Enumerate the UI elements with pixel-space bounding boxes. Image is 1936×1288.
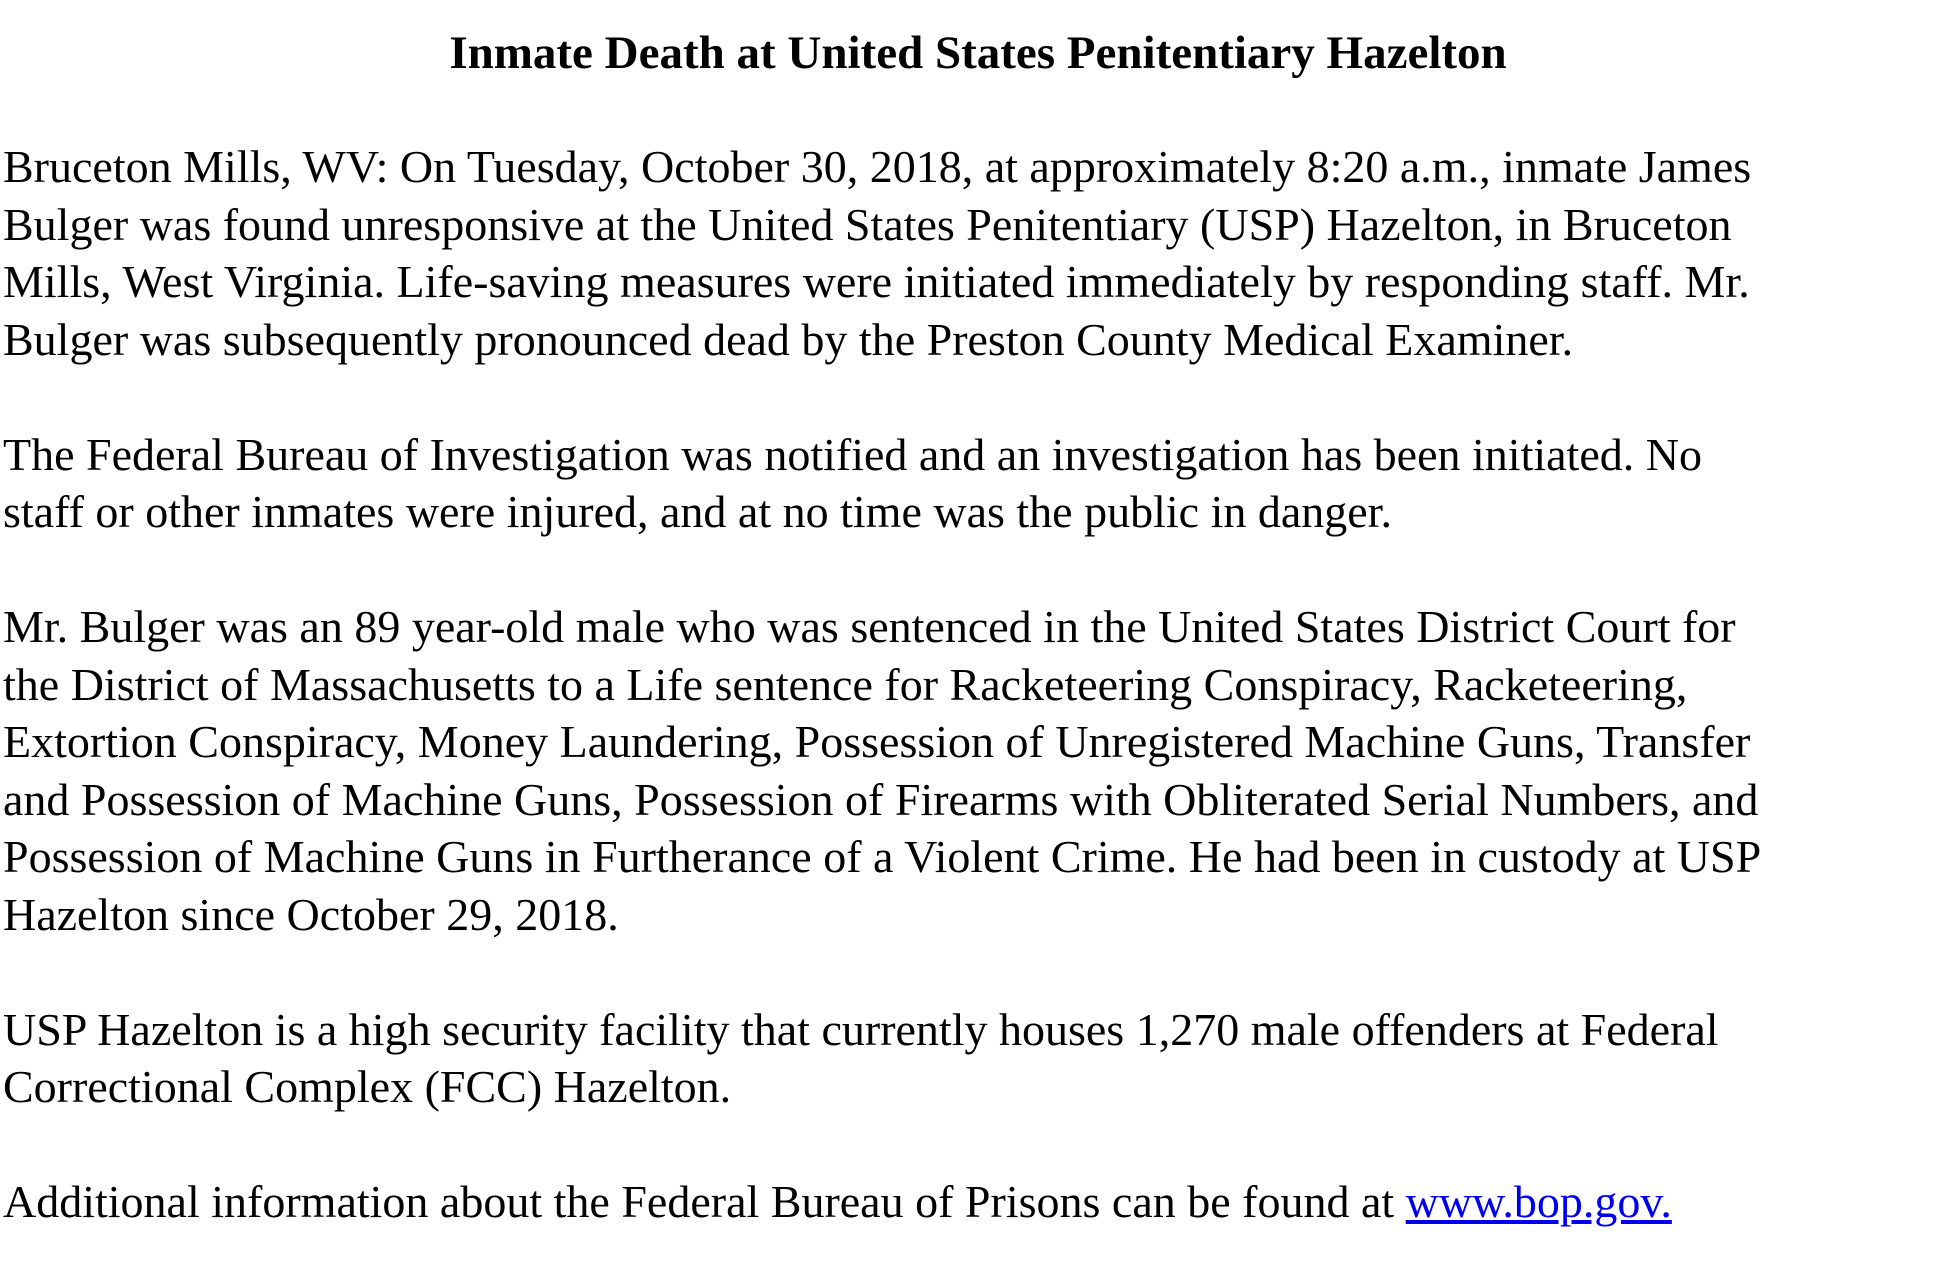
paragraph-additional-info: [3, 1173, 1933, 1231]
paragraph-line: Mills, West Virginia. Life-saving measures were initiated immediately by responding staff. Mr.: [3, 256, 1750, 307]
paragraph-line: staff or other inmates were injured, and at no time was the public in danger.: [3, 486, 1392, 537]
bop-website-link[interactable]: www.bop.gov.: [1405, 1176, 1672, 1227]
paragraph-facility: [3, 1001, 1933, 1116]
paragraph-line: the District of Massachusetts to a Life sentence for Racketeering Conspiracy, Racketeering,: [3, 658, 1688, 710]
paragraph-line: Bulger was found unresponsive at the United States Penitentiary (USP) Hazelton, in Bruceton: [3, 198, 1732, 250]
page-title: Inmate Death at United States Penitentiary Hazelton: [449, 27, 1507, 79]
paragraph-line: Bruceton Mills, WV: On Tuesday, October 30, 2018, at approximately 8:20 a.m., inmate James: [3, 141, 1752, 192]
paragraph-line: Extortion Conspiracy, Money Laundering, Possession of Unregistered Machine Guns, Transfer: [3, 716, 1751, 767]
paragraph-line: and Possession of Machine Guns, Possession of Firearms with Obliterated Serial Numbers, and: [3, 773, 1759, 825]
paragraph-line: Correctional Complex (FCC) Hazelton.: [3, 1061, 732, 1112]
paragraph-sentence: [3, 598, 1933, 943]
paragraph-line: Bulger was subsequently pronounced dead by the Preston County Medical Examiner.: [3, 313, 1574, 365]
paragraph-investigation: [3, 426, 1933, 541]
paragraph-line: Mr. Bulger was an 89 year-old male who was sentenced in the United States District Court for: [3, 601, 1736, 652]
paragraph-line: USP Hazelton is a high security facility that currently houses 1,270 male offenders at Federal: [3, 1003, 1719, 1055]
paragraph-line: The Federal Bureau of Investigation was notified and an investigation has been initiated. No: [3, 428, 1702, 480]
document: [3, 24, 1933, 1288]
paragraph-line: [3, 1173, 1933, 1231]
closing-text: Additional information about the Federal Bureau of Prisons can be found at: [3, 1176, 1406, 1227]
paragraph-incident: [3, 138, 1933, 368]
paragraph-line: Possession of Machine Guns in Furtherance of a Violent Crime. He had been in custody at USP: [3, 831, 1762, 882]
paragraph-line: Hazelton since October 29, 2018.: [3, 888, 619, 940]
